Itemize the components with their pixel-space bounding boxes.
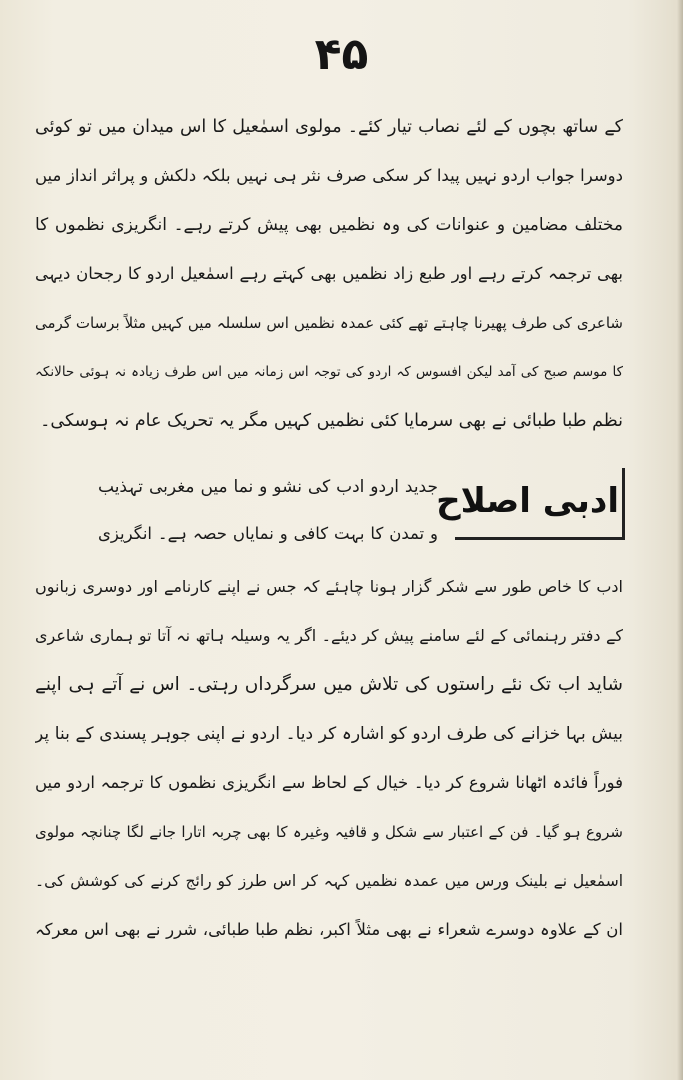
- text-line: شاید اب تک نئے راستوں کی تلاش میں سرگرداں رہتی۔ اس نے آتے ہی اپنے: [35, 674, 623, 695]
- text-line: کے دفتر رہنمائی کے لئے سامنے پیش کر دیئے۔ اگر یہ وسیلہ ہاتھ نہ آتا تو ہماری شاعری: [35, 626, 623, 645]
- text-line: مختلف مضامین و عنوانات کی وہ نظمیں بھی پیش کرتے رہے۔ انگریزی نظموں کا: [35, 215, 623, 235]
- text-line: دوسرا جواب اردو نہیں پیدا کر سکی صرف نثر ہی نہیں بلکہ دلکش و پراثر انداز میں: [35, 166, 623, 185]
- text-line: فوراً فائدہ اٹھانا شروع کر دیا۔ خیال کے لحاظ سے انگریزی نظموں کا ترجمہ اردو میں: [35, 773, 623, 792]
- text-line: اسمٰعیل نے بلینک ورس میں عمدہ نظمیں کہہ کر اس طرز کو رائج کرنے کی کوشش کی۔: [35, 872, 623, 890]
- text-line: کے ساتھ بچوں کے لئے نصاب تیار کئے۔ مولوی اسمٰعیل کا اس میدان میں تو کوئی: [35, 117, 623, 137]
- text-line: ان کے علاوہ دوسرے شعراء نے بھی مثلاً اکبر، نظم طبا طبائی، شرر نے بھی اس معرکہ: [35, 920, 623, 939]
- text-line: جدید اردو ادب کی نشو و نما میں مغربی تہذیب: [98, 477, 438, 497]
- text-line: شروع ہو گیا۔ فن کے اعتبار سے شکل و قافیہ وغیرہ کا بھی چربہ اتارا جانے لگا چنانچہ مولوی: [35, 823, 623, 841]
- text-line: بیش بہا خزانے کی طرف اردو کو اشارہ کر دیا۔ اردو نے اپنی جوہر پسندی کے بنا پر: [35, 724, 623, 744]
- text-line: ادب کا خاص طور سے شکر گزار ہونا چاہئے کہ جس نے اپنے کارنامے اور دوسری زبانوں: [35, 577, 623, 596]
- section-heading: ادبی اصلاح: [436, 481, 619, 521]
- text-line: بھی ترجمہ کرتے رہے اور طبع زاد نظمیں بھی کہتے رہے اسمٰعیل اردو کا رجحان دیہی: [35, 264, 623, 283]
- text-line: و تمدن کا بہت کافی و نمایاں حصہ ہے۔ انگریزی: [98, 524, 438, 543]
- text-line: نظم طبا طبائی نے بھی سرمایا کئی نظمیں کہیں مگر یہ تحریک عام نہ ہوسکی۔: [40, 411, 623, 431]
- text-line: شاعری کی طرف پھیرنا چاہتے تھے کئی عمدہ نظمیں اس سلسلہ میں کہیں مثلاً برسات گرمی: [35, 314, 623, 332]
- page-edge-shadow: [677, 0, 683, 1080]
- page-number: ۴۵: [314, 29, 369, 80]
- text-line: کا موسم صبح کی آمد لیکن افسوس کہ اردو کی توجہ اس زمانہ میں اس طرف زیادہ نہ ہوئی حالانکہ: [35, 364, 623, 380]
